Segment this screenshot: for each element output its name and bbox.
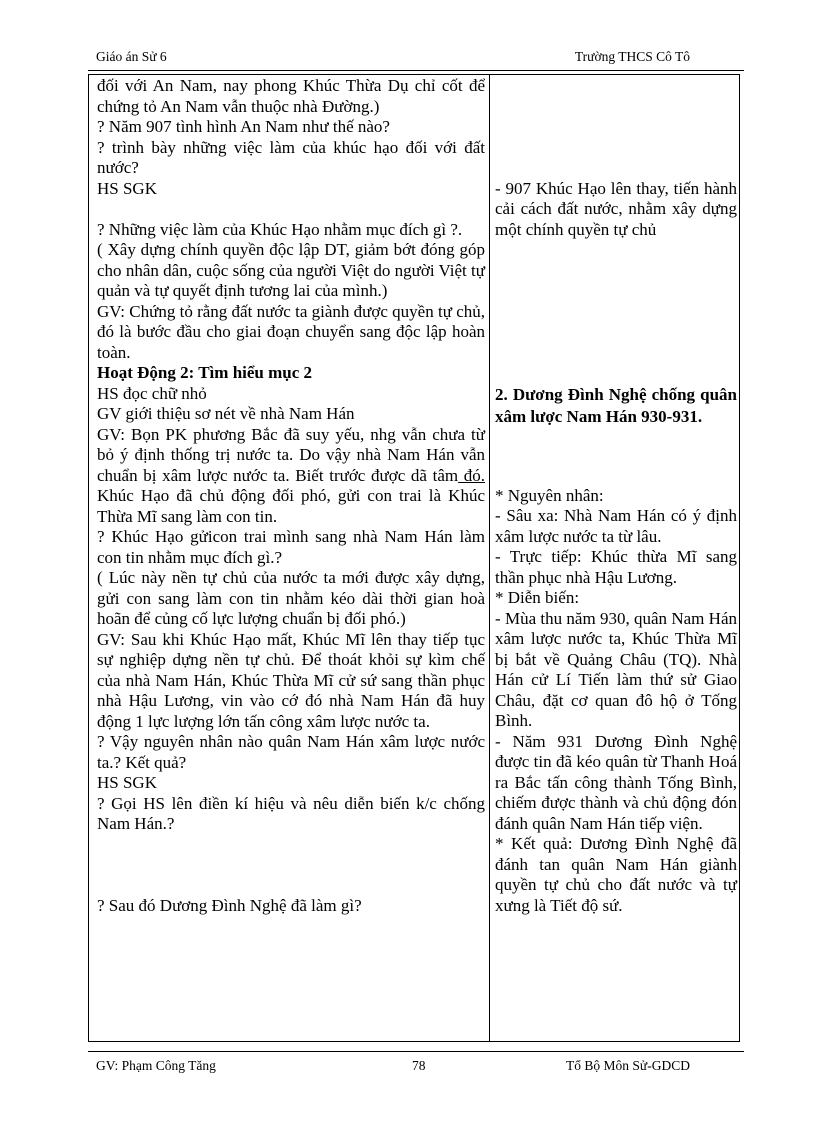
page-header — [96, 49, 720, 69]
left-text: HS SGK — [97, 178, 157, 198]
left-text: ? Khúc Hạo gửicon trai mình sang nhà Nam Hán làm con tin nhằm mục đích gì.? — [97, 527, 485, 567]
left-text: GV: Sau khi Khúc Hạo mất, Khúc Mĩ lên thay tiếp tục sự nghiệp dựng nền tự chủ. Để thoát khỏi sự kìm chế của nhà Nam Hán, Khúc Thừa Mĩ cử sứ sang thần phục nhà Hậu Lương, vin vào cớ đó nhà Nam Hán đã huy động 1 lực lượng lớn tấn công xâm lược nước ta. — [97, 629, 485, 731]
activity-heading: Hoạt Động 2: Tìm hiểu mục 2 — [97, 363, 313, 382]
right-text: * Kết quả: Dương Đình Nghệ đã đánh tan quân Nam Hán giành quyền tự chủ cho đất nước và tự xưng là Tiết độ sứ. — [495, 834, 737, 915]
footer-teacher: GV: Phạm Công Tăng — [96, 1058, 216, 1073]
left-text: ? trình bày những việc làm của khúc hạo đối với đất nước? — [97, 137, 485, 177]
header-subject: Giáo án Sử 6 — [96, 49, 167, 64]
page-number: 78 — [412, 1058, 426, 1073]
lesson-table — [88, 74, 740, 1042]
knowledge-column — [495, 76, 737, 916]
section-heading: 2. Dương Đình Nghệ chống quân xâm lược Nam Hán 930-931. — [495, 384, 737, 426]
right-text: - Mùa thu năm 930, quân Nam Hán xâm lược nước ta, Khúc Thừa Mĩ bị bắt về Quảng Châu (TQ). Nhà Hán cử Lí Tiến làm thứ sử Giao Châu, đặt cơ quan đô hộ ở Tống Bình. — [495, 608, 737, 730]
left-text: ? Năm 907 tình hình An Nam như thế nào? — [97, 117, 390, 136]
footer-rule — [88, 1051, 744, 1052]
header-school: Trường THCS Cô Tô — [574, 49, 690, 64]
right-text: - Trực tiếp: Khúc thừa Mĩ sang thần phục nhà Hậu Lương. — [495, 547, 737, 587]
right-text: - Sâu xa: Nhà Nam Hán có ý định xâm lược nước ta từ lâu. — [495, 506, 737, 546]
right-text: * Diễn biến: — [495, 588, 580, 607]
left-text: GV giới thiệu sơ nét về nhà Nam Hán — [97, 404, 355, 423]
right-text: - 907 Khúc Hạo lên thay, tiến hành cải cách đất nước, nhằm xây dựng một chính quyền tự chủ — [495, 178, 737, 239]
left-text: ? Vậy nguyên nhân nào quân Nam Hán xâm lược nước ta.? Kết quả? — [97, 732, 485, 772]
teaching-activities-column — [97, 76, 485, 917]
left-text: ( Xây dựng chính quyền độc lập DT, giảm bớt đóng góp cho nhân dân, cuộc sống của người Việt do người Việt tự quản và tự quyết định tương lai của mình.) — [97, 240, 485, 300]
page-footer — [96, 1058, 720, 1078]
left-text: ( Lúc này nền tự chủ của nước ta mới được xây dựng, gửi con sang làm con tin nhằm kéo dài thời gian hoà hoãn để củng cố lực lượng chuẩn bị đối phó.) — [97, 568, 485, 628]
right-text: - Năm 931 Dương Đình Nghệ được tin đã kéo quân từ Thanh Hoá ra Bắc tấn công thành Tống Bình, chiếm được thành và chủ động đón đánh quân Nam Hán tiếp viện. — [495, 731, 737, 833]
left-text: ? Gọi HS lên điền kí hiệu và nêu diễn biến k/c chống Nam Hán.? — [97, 793, 485, 833]
left-text: ? Sau đó Dương Đình Nghệ đã làm gì? — [97, 896, 362, 915]
header-rule — [88, 70, 744, 71]
left-text: HS SGK — [97, 773, 157, 792]
left-text: GV: Chứng tỏ rằng đất nước ta giành được quyền tự chủ, đó là bước đầu cho giai đoạn chuyển sang độc lập hoàn toàn. — [97, 301, 485, 362]
right-text: * Nguyên nhân: — [495, 485, 604, 505]
left-text: HS đọc chữ nhỏ — [97, 383, 207, 403]
left-text: ? Những việc làm của Khúc Hạo nhằm mục đích gì ?. — [97, 219, 463, 239]
column-divider — [489, 75, 490, 1041]
footer-department: Tổ Bộ Môn Sử-GDCD — [566, 1058, 690, 1073]
left-text: đối với An Nam, nay phong Khúc Thừa Dụ chỉ cốt để chứng tỏ An Nam vẫn thuộc nhà Đường.) — [97, 76, 485, 116]
left-text: GV: Bọn PK phương Bắc đã suy yếu, nhg vẫn chưa từ bỏ ý định thống trị nước ta. Do vậy nhà Nam Hán vẫn chuẩn bị xâm lược nước ta. Biết trước được dã tâm đó. Khúc Hạo đã chủ động đối phó, gửi con trai là Khúc Thừa Mĩ sang làm con tin. — [97, 424, 485, 526]
